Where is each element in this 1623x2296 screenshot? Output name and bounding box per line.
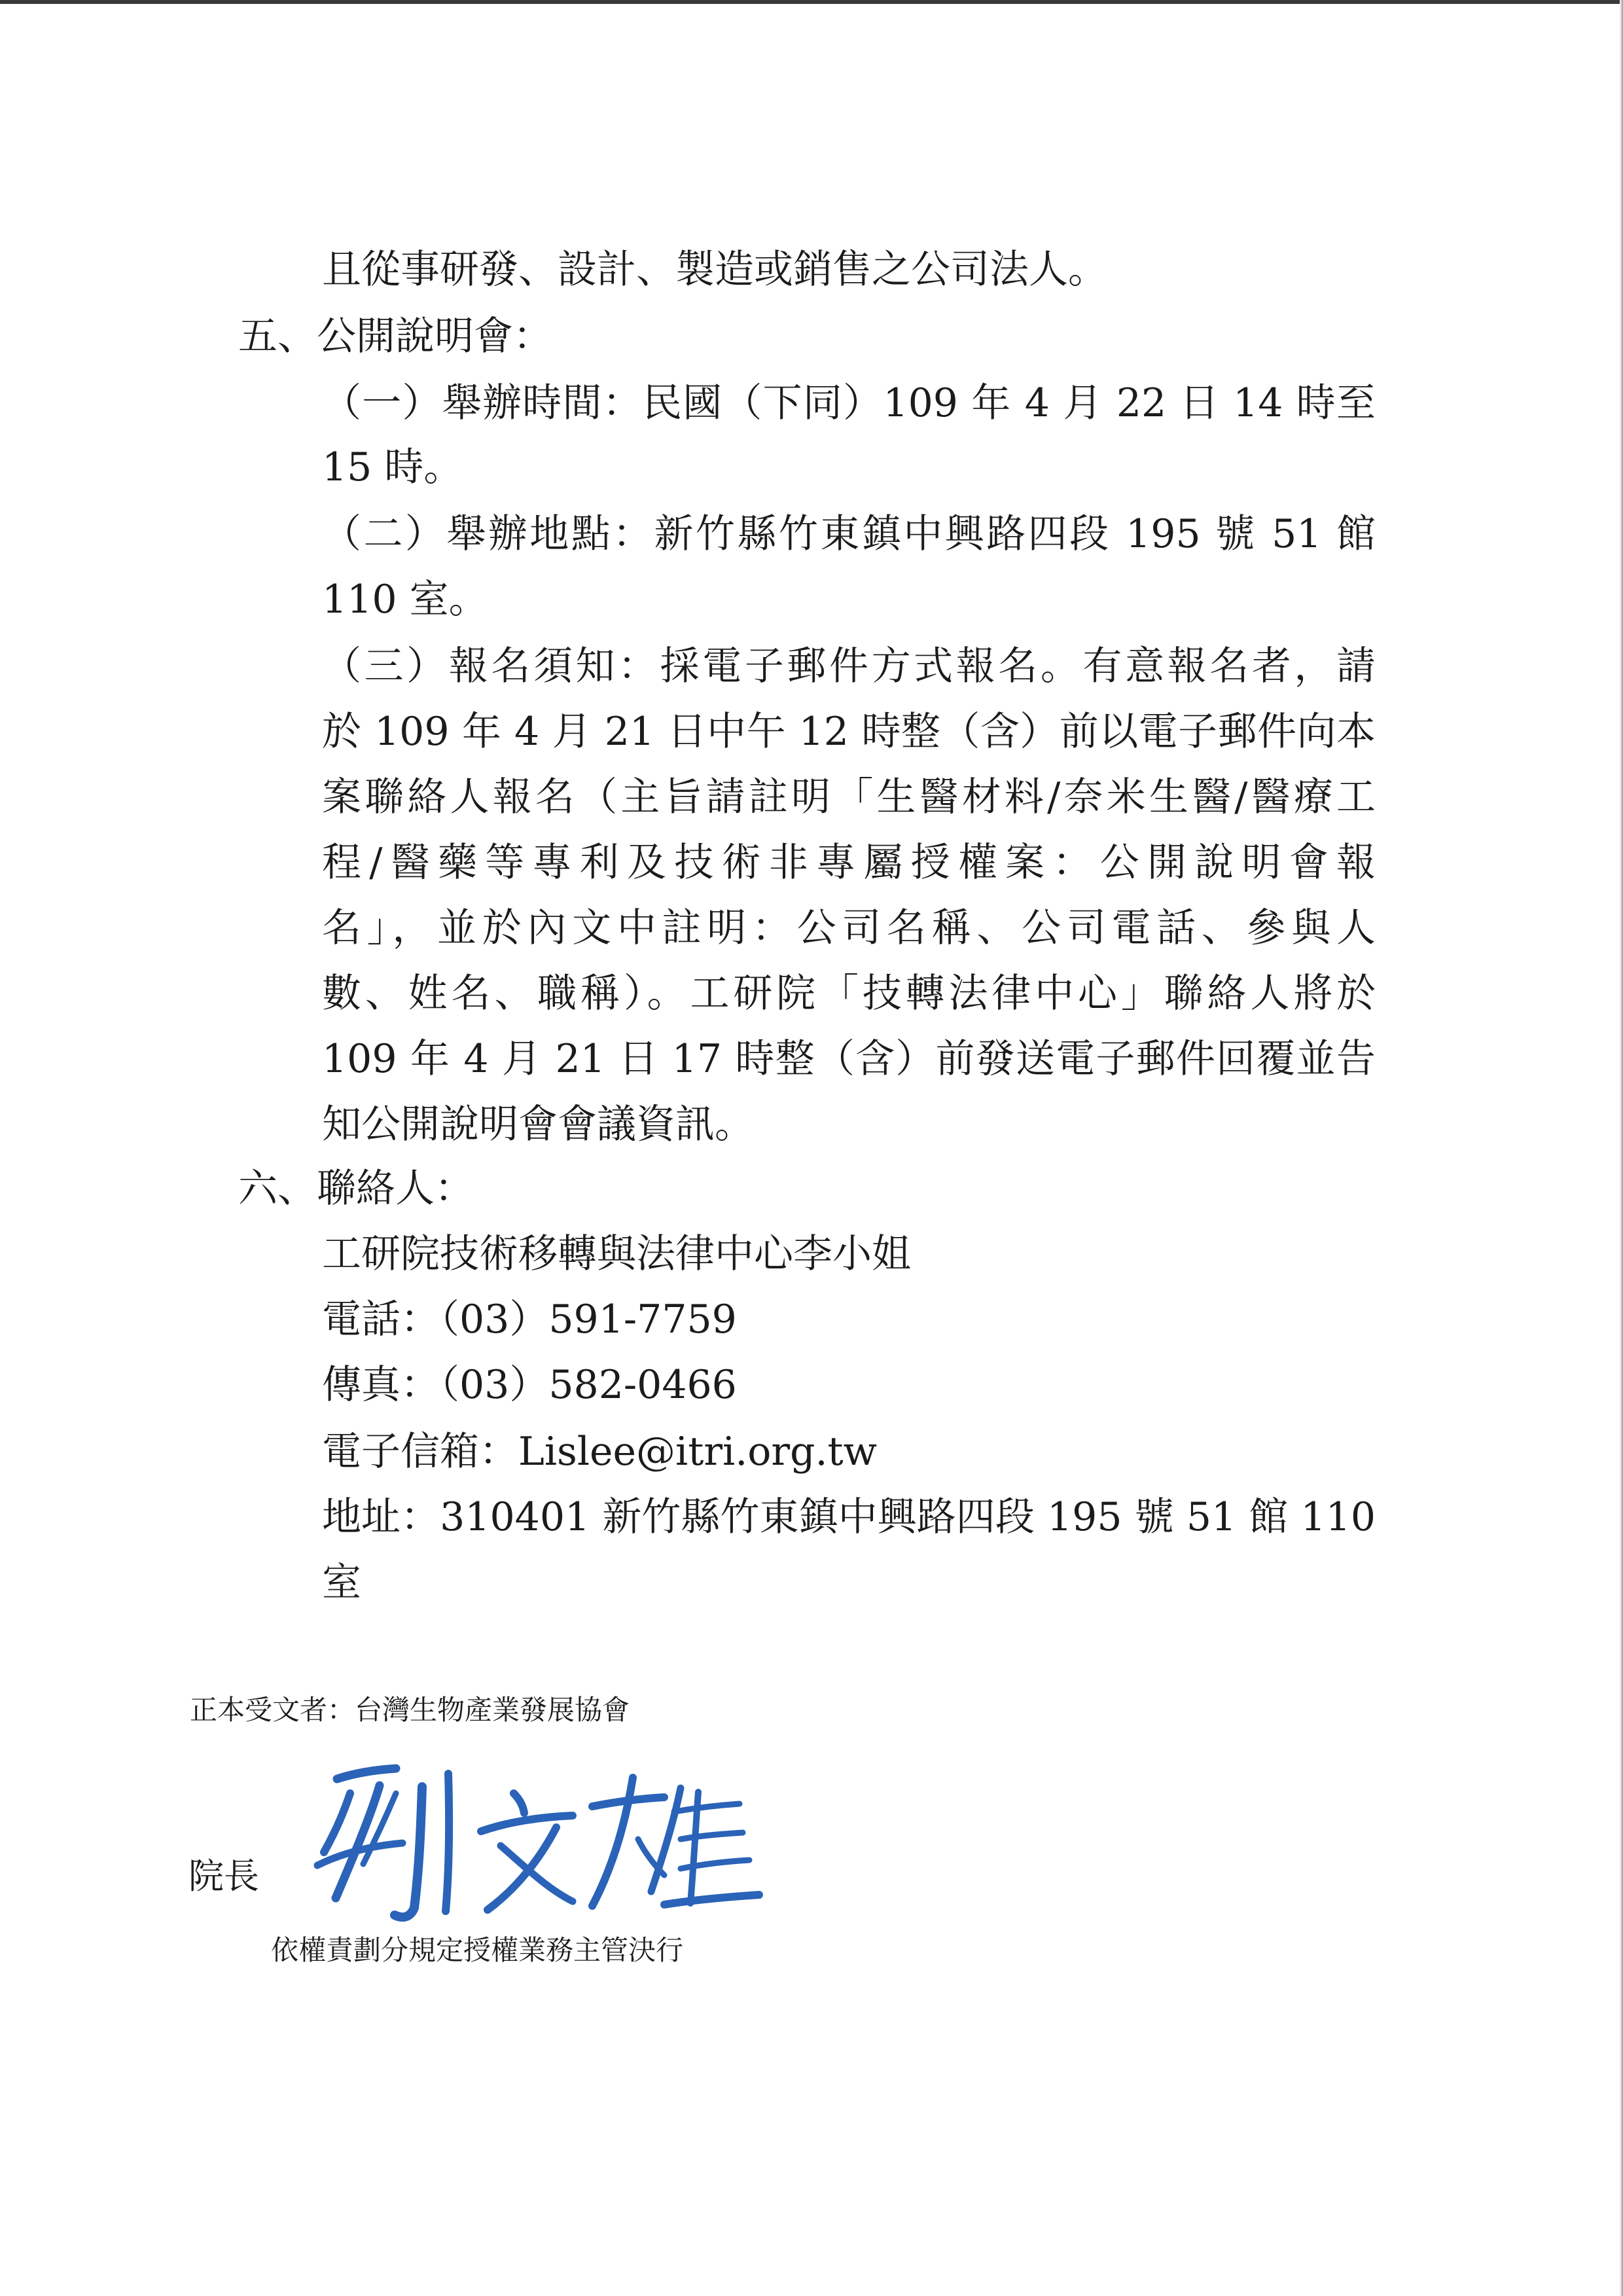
contact-phone: 電話：（03）591-7759 (322, 1297, 737, 1342)
item-3-line-7: 109 年 4 月 21 日 17 時整（含）前發送電子郵件回覆並告 (322, 1036, 1376, 1082)
body-line-1: 且從事研發、設計、製造或銷售之公司法人。 (322, 247, 1107, 293)
contact-person: 工研院技術移轉與法律中心李小姐 (322, 1231, 911, 1277)
item-3-line-4: 程/醫藥等專利及技術非專屬授權案：公開說明會報 (322, 840, 1376, 886)
contact-address-line-2: 室 (322, 1560, 361, 1605)
item-2-line-2: 110 室。 (322, 577, 488, 622)
scan-edge-right (1620, 0, 1623, 2296)
contact-address-line-1: 地址：310401 新竹縣竹東鎮中興路四段 195 號 51 館 110 (322, 1494, 1376, 1540)
contact-email: 電子信箱：Lislee@itri.org.tw (322, 1429, 878, 1475)
signer-title: 院長 (188, 1856, 259, 1897)
recipient-line: 正本受文者：台灣生物產業發展協會 (190, 1694, 630, 1726)
authorization-note: 依權責劃分規定授權業務主管決行 (271, 1934, 684, 1966)
item-3-line-2: 於 109 年 4 月 21 日中午 12 時整（含）前以電子郵件向本 (322, 709, 1376, 755)
handwritten-signature (298, 1754, 769, 1931)
item-1-line-1: （一）舉辦時間：民國（下同）109 年 4 月 22 日 14 時至 (322, 380, 1376, 426)
item-1-line-2: 15 時。 (322, 444, 463, 490)
section-heading-five: 五、公開說明會： (238, 314, 552, 359)
scan-edge-top (0, 0, 1623, 4)
item-3-line-6: 數、姓名、職稱）。工研院「技轉法律中心」聯絡人將於 (322, 971, 1376, 1016)
item-3-line-3: 案聯絡人報名（主旨請註明「生醫材料/奈米生醫/醫療工 (322, 774, 1376, 820)
item-3-line-5: 名」，並於內文中註明：公司名稱、公司電話、參與人 (322, 905, 1376, 951)
contact-fax: 傳真：（03）582-0466 (322, 1362, 737, 1408)
item-2-line-1: （二）舉辦地點：新竹縣竹東鎮中興路四段 195 號 51 館 (322, 511, 1376, 557)
item-3-line-1: （三）報名須知：採電子郵件方式報名。有意報名者，請 (322, 643, 1376, 689)
item-3-line-8: 知公開說明會會議資訊。 (322, 1102, 754, 1147)
section-heading-six: 六、聯絡人： (238, 1166, 474, 1211)
